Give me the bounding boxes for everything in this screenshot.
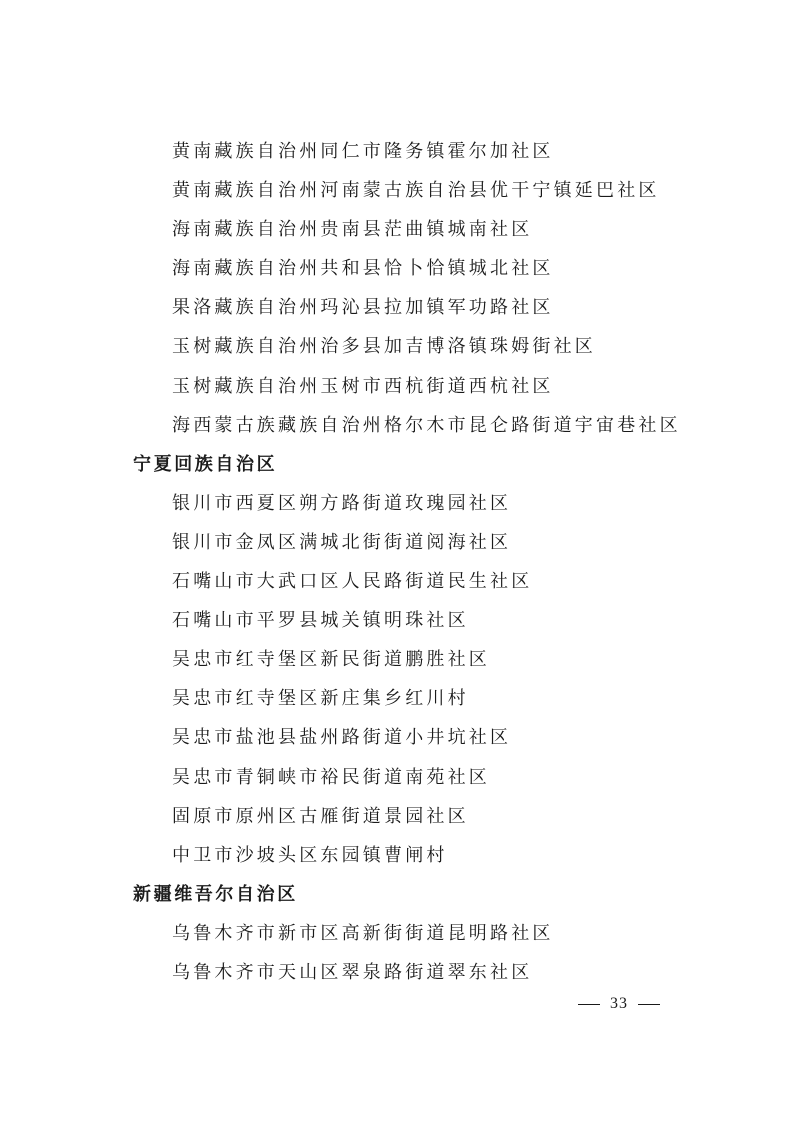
community-item: 果洛藏族自治州玛沁县拉加镇军功路社区 [172, 297, 554, 319]
community-item: 吴忠市红寺堡区新庄集乡红川村 [172, 688, 469, 710]
community-item: 海南藏族自治州贵南县茫曲镇城南社区 [172, 219, 533, 241]
community-item: 中卫市沙坡头区东园镇曹闸村 [172, 844, 448, 866]
footer-right-dash [638, 1004, 660, 1005]
region-heading: 宁夏回族自治区 [133, 453, 278, 475]
community-item: 吴忠市盐池县盐州路街道小井坑社区 [172, 727, 512, 749]
page-footer [578, 995, 660, 1013]
community-list [0, 132, 793, 992]
community-item: 黄南藏族自治州河南蒙古族自治县优干宁镇延巴社区 [172, 180, 660, 202]
region-heading: 新疆维吾尔自治区 [133, 883, 298, 905]
page-number: 33 [610, 995, 628, 1012]
community-item: 乌鲁木齐市天山区翠泉路街道翠东社区 [172, 961, 533, 983]
community-item: 海南藏族自治州共和县恰卜恰镇城北社区 [172, 258, 554, 280]
community-item: 玉树藏族自治州治多县加吉博洛镇珠姆街社区 [172, 336, 596, 358]
community-item: 玉树藏族自治州玉树市西杭街道西杭社区 [172, 375, 554, 397]
community-item: 吴忠市红寺堡区新民街道鹏胜社区 [172, 649, 490, 671]
community-item: 银川市西夏区朔方路街道玫瑰园社区 [172, 492, 512, 514]
community-item: 黄南藏族自治州同仁市隆务镇霍尔加社区 [172, 141, 554, 162]
community-item: 海西蒙古族藏族自治州格尔木市昆仑路街道宇宙巷社区 [172, 414, 681, 436]
community-item: 吴忠市青铜峡市裕民街道南苑社区 [172, 766, 490, 788]
community-item: 石嘴山市平罗县城关镇明珠社区 [172, 610, 469, 632]
community-item: 石嘴山市大武口区人民路街道民生社区 [172, 571, 533, 593]
community-item: 银川市金凤区满城北街街道阅海社区 [172, 531, 512, 553]
community-item: 乌鲁木齐市新市区高新街街道昆明路社区 [172, 922, 554, 944]
footer-left-dash [578, 1004, 600, 1005]
community-item: 固原市原州区古雁街道景园社区 [172, 805, 469, 827]
